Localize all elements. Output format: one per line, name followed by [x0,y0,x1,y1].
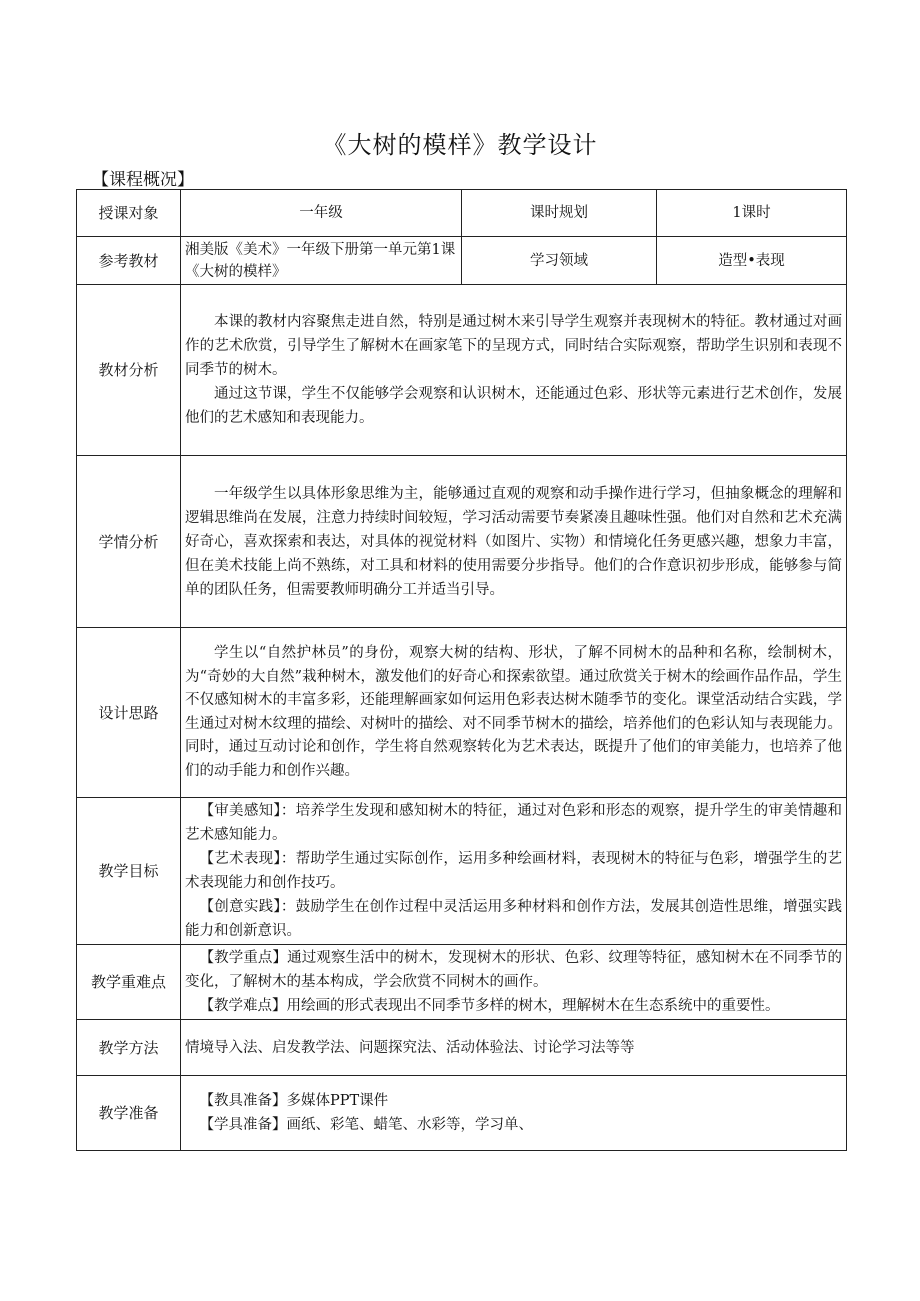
key-point: 【教学重点】通过观察生活中的树木，发现树木的形状、色彩、纹理等特征，感知树木在不同季节的变化，了解树木的基本构成，学会欣赏不同树木的画作。 [185,950,842,990]
design-idea-p1: 学生以“自然护林员”的身份，观察大树的结构、形状，了解不同树木的品种和名称，绘制树木，为“奇妙的大自然”栽种树木，激发他们的好奇心和探索欲望。通过欣赏关于树木的绘画作品作品，学生不仅感知树木的丰富多彩，还能理解画家如何运用色彩表达树木随季节的变化。课堂活动结合实践，学生通过对树木纹理的描绘、对树叶的描绘、对不同季节树木的描绘，培养他们的色彩认知与表现能力。同时，通过互动讨论和创作，学生将自然观察转化为艺术表达，既提升了他们的审美能力，也培养了他们的动手能力和创作兴趣。 [185,645,842,779]
teacher-preparation: 【教具准备】多媒体PPT课件 [199,1093,389,1109]
label-preparation: 教学准备 [77,1076,181,1151]
key-points-content [181,945,847,1020]
section-heading: 【课程概况】 [92,170,194,190]
student-analysis-content [181,456,847,628]
table-row [77,945,847,1020]
value-domain: 造型•表现 [657,237,847,285]
table-row [77,798,847,945]
preparation-content [181,1076,847,1151]
label-textbook-analysis: 教材分析 [77,285,181,456]
table-row [77,1020,847,1076]
table-row [77,285,847,456]
table-row [77,1076,847,1151]
student-preparation: 【学具准备】画纸、彩笔、蜡笔、水彩等，学习单、 [199,1117,533,1133]
label-objectives: 教学目标 [77,798,181,945]
label-methods: 教学方法 [77,1020,181,1076]
label-hours: 课时规划 [462,190,657,237]
label-design-idea: 设计思路 [77,628,181,798]
textbook-analysis-p1: 本课的教材内容聚焦走进自然，特别是通过树木来引导学生观察并表现树木的特征。教材通过对画作的艺术欣赏，引导学生了解树木在画家笔下的呈现方式，同时结合实际观察，帮助学生识别和表现不同季节的树木。 [185,314,842,378]
objective-expression: 【艺术表现】：帮助学生通过实际创作，运用多种绘画材料，表现树木的特征与色彩，增强学生的艺术表现能力和创作技巧。 [185,851,842,891]
label-key-points: 教学重难点 [77,945,181,1020]
objective-aesthetic: 【审美感知】：培养学生发现和感知树木的特征，通过对色彩和形态的观察，提升学生的审美情趣和艺术感知能力。 [185,803,842,843]
value-audience: 一年级 [181,190,462,237]
table-row [77,190,847,237]
page-title: 《大树的模样》教学设计 [322,131,598,159]
table-row [77,456,847,628]
value-textbook: 湘美版《美术》一年级下册第一单元第1课《大树的模样》 [181,237,462,285]
student-analysis-p1: 一年级学生以具体形象思维为主，能够通过直观的观察和动手操作进行学习，但抽象概念的理解和逻辑思维尚在发展，注意力持续时间较短，学习活动需要节奏紧凑且趣味性强。他们对自然和艺术充满好奇心，喜欢探索和表达，对具体的视觉材料（如图片、实物）和情境化任务更感兴趣，想象力丰富，但在美术技能上尚不熟练，对工具和材料的使用需要分步指导。他们的合作意识初步形成，能够参与简单的团队任务，但需要教师明确分工并适当引导。 [185,485,842,598]
lesson-overview-table [76,189,847,1151]
label-audience: 授课对象 [77,190,181,237]
methods-value: 情境导入法、启发教学法、问题探究法、活动体验法、讨论学习法等等 [181,1020,847,1076]
design-idea-content [181,628,847,798]
label-textbook: 参考教材 [77,237,181,285]
label-domain: 学习领域 [462,237,657,285]
objectives-content [181,798,847,945]
objective-creative: 【创意实践】：鼓励学生在创作过程中灵活运用多种材料和创作方法，发展其创造性思维，增强实践能力和创新意识。 [185,899,842,939]
textbook-analysis-content [181,285,847,456]
table-row [77,237,847,285]
label-student-analysis: 学情分析 [77,456,181,628]
table-row [77,628,847,798]
textbook-analysis-p2: 通过这节课，学生不仅能够学会观察和认识树木，还能通过色彩、形状等元素进行艺术创作，发展他们的艺术感知和表现能力。 [185,386,842,426]
value-hours: 1课时 [657,190,847,237]
difficult-point: 【教学难点】用绘画的形式表现出不同季节多样的树木，理解树木在生态系统中的重要性。 [199,998,780,1014]
